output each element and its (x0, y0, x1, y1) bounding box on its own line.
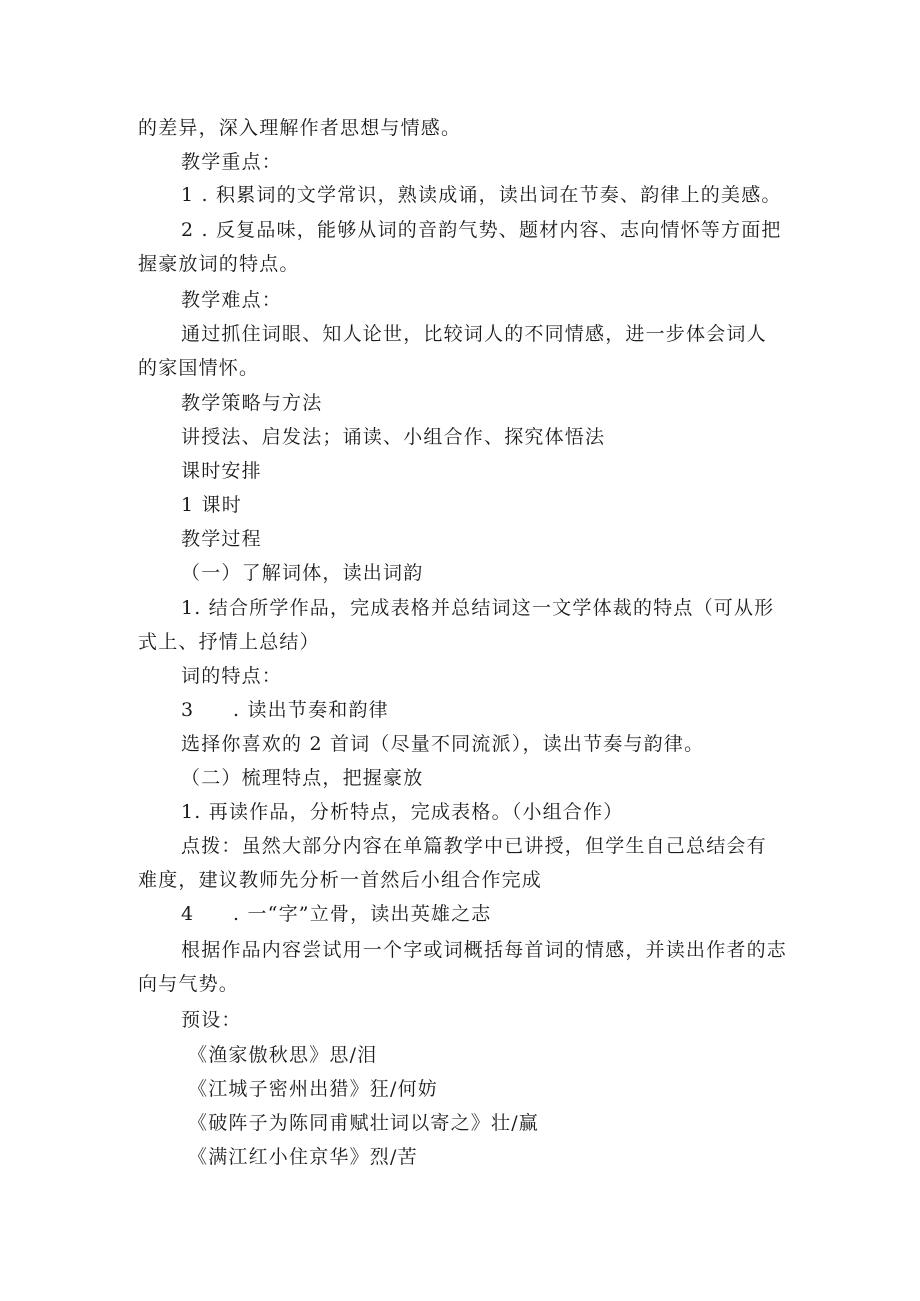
poem-item: 《满江红小住京华》烈/苦 (188, 1146, 418, 1168)
text-line: 式上、抒情上总结） (138, 631, 320, 653)
item-number: 3 (181, 699, 195, 721)
text-line: 2 . 反复品味，能够从词的音韵气势、题材内容、志向情怀等方面把 (181, 219, 782, 241)
subsection-heading: （二）梳理特点，把握豪放 (181, 767, 424, 789)
text-line: 讲授法、启发法；诵读、小组合作、探究体悟法 (181, 426, 606, 448)
item-number: 4 (181, 903, 195, 925)
text-line: 难度，建议教师先分析一首然后小组合作完成 (138, 869, 543, 891)
text-line: 1. 再读作品，分析特点，完成表格。（小组合作） (181, 801, 624, 823)
section-heading-key-points: 教学重点： (181, 151, 283, 173)
poem-item: 《江城子密州出猎》狂/何妨 (188, 1078, 439, 1100)
subsection-heading: （一）了解词体，读出词韵 (181, 562, 424, 584)
section-heading-process: 教学过程 (181, 528, 262, 550)
text-line: 的差异，深入理解作者思想与情感。 (138, 117, 462, 139)
poem-item: 《渔家傲秋思》思/泪 (188, 1044, 378, 1066)
text-line: 通过抓住词眼、知人论世，比较词人的不同情感，进一步体会词人 (181, 323, 767, 345)
text-line: 根据作品内容尝试用一个字或词概括每首词的情感，并读出作者的志 (181, 939, 788, 961)
section-heading-difficulties: 教学难点： (181, 289, 283, 311)
text-line: 1 . 积累词的文学常识，熟读成诵，读出词在节奏、韵律上的美感。 (181, 184, 782, 206)
text-line: 选择你喜欢的 2 首词（尽量不同流派），读出节奏与韵律。 (181, 733, 705, 755)
item-text: . 读出节奏和韵律 (233, 699, 389, 721)
section-heading-schedule: 课时安排 (181, 460, 262, 482)
numbered-item (181, 698, 389, 722)
text-line: 1. 结合所学作品，完成表格并总结词这一文学体裁的特点（可从形 (181, 597, 775, 619)
text-line: 词的特点： (181, 665, 283, 687)
text-line: 点拨：虽然大部分内容在单篇教学中已讲授，但学生自己总结会有 (181, 835, 767, 857)
text-line: 握豪放词的特点。 (138, 253, 300, 275)
poem-item: 《破阵子为陈同甫赋壮词以寄之》壮/赢 (188, 1112, 540, 1134)
numbered-item (181, 902, 492, 926)
text-line: 预设： (181, 1009, 242, 1031)
text-line: 1 课时 (181, 494, 242, 516)
item-text: . 一“字”立骨，读出英雄之志 (233, 903, 492, 925)
text-line: 向与气势。 (138, 973, 240, 995)
text-line: 的家国情怀。 (138, 357, 260, 379)
section-heading-strategy: 教学策略与方法 (181, 392, 323, 414)
